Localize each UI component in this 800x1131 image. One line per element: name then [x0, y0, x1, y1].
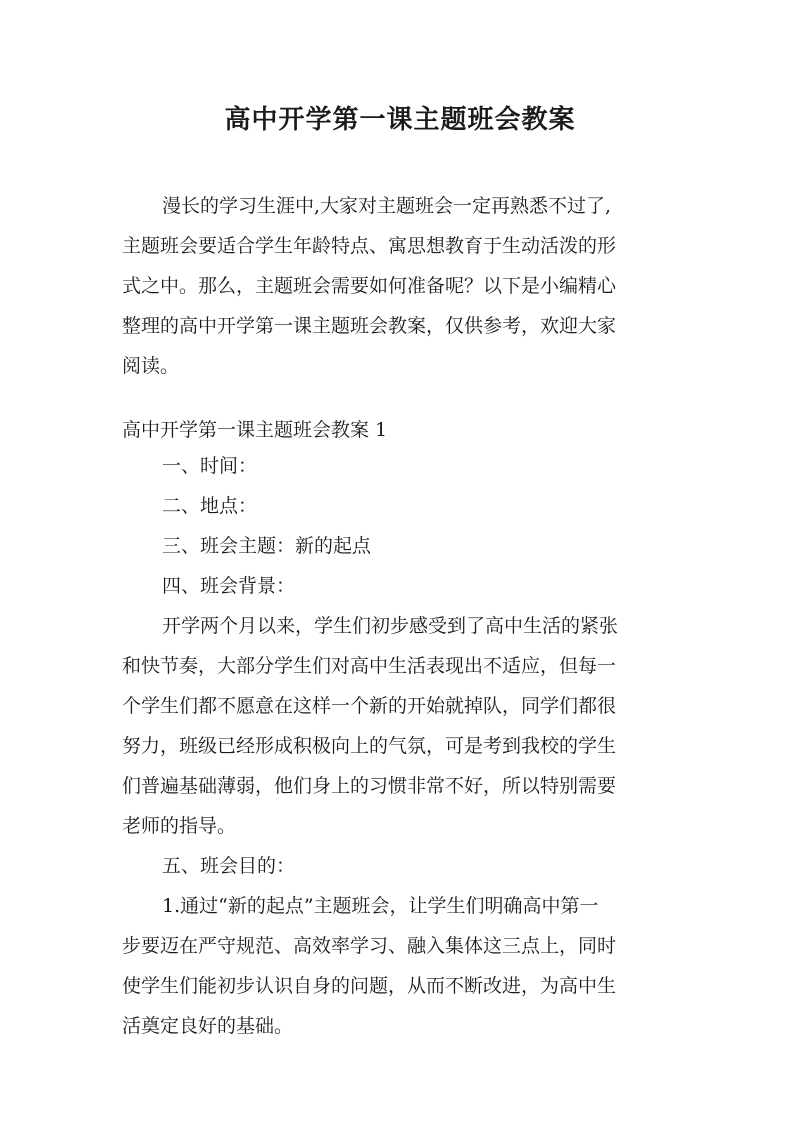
section-body [122, 446, 682, 1046]
document-title: 高中开学第一课主题班会教案 [224, 105, 576, 135]
intro-line: 整理的高中开学第一课主题班会教案，仅供参考，欢迎大家 [122, 315, 617, 337]
item-time: 一、时间： [162, 455, 258, 477]
item-background-heading: 四、班会背景： [162, 575, 296, 597]
purpose-heading: 五、班会目的： [162, 855, 296, 877]
background-line: 老师的指导。 [122, 815, 237, 837]
background-line: 努力，班级已经形成积极向上的气氛，可是考到我校的学生 [122, 735, 617, 757]
background-line: 们普遍基础薄弱，他们身上的习惯非常不好，所以特别需要 [122, 775, 617, 797]
purpose-line: 步要迈在严守规范、高效率学习、融入集体这三点上，同时 [122, 935, 617, 957]
intro-line: 漫长的学习生涯中,大家对主题班会一定再熟悉不过了, [162, 195, 612, 217]
item-theme: 三、班会主题：新的起点 [162, 535, 372, 557]
background-line: 和快节奏，大部分学生们对高中生活表现出不适应，但每一 [122, 655, 617, 677]
intro-line: 式之中。那么，主题班会需要如何准备呢？以下是小编精心 [122, 275, 617, 297]
purpose-line: 1.通过“新的起点”主题班会，让学生们明确高中第一 [162, 895, 599, 917]
background-line: 开学两个月以来，学生们初步感受到了高中生活的紧张 [162, 615, 619, 637]
item-place: 二、地点： [162, 495, 258, 517]
purpose-line: 使学生们能初步认识自身的问题，从而不断改进，为高中生 [122, 975, 617, 997]
intro-line: 阅读。 [122, 355, 180, 377]
intro-paragraph [122, 186, 682, 386]
intro-line: 主题班会要适合学生年龄特点、寓思想教育于生动活泼的形 [122, 235, 617, 257]
section-heading: 高中开学第一课主题班会教案 1 [122, 419, 388, 441]
background-line: 个学生们都不愿意在这样一个新的开始就掉队，同学们都很 [122, 695, 617, 717]
purpose-line: 活奠定良好的基础。 [122, 1015, 294, 1037]
